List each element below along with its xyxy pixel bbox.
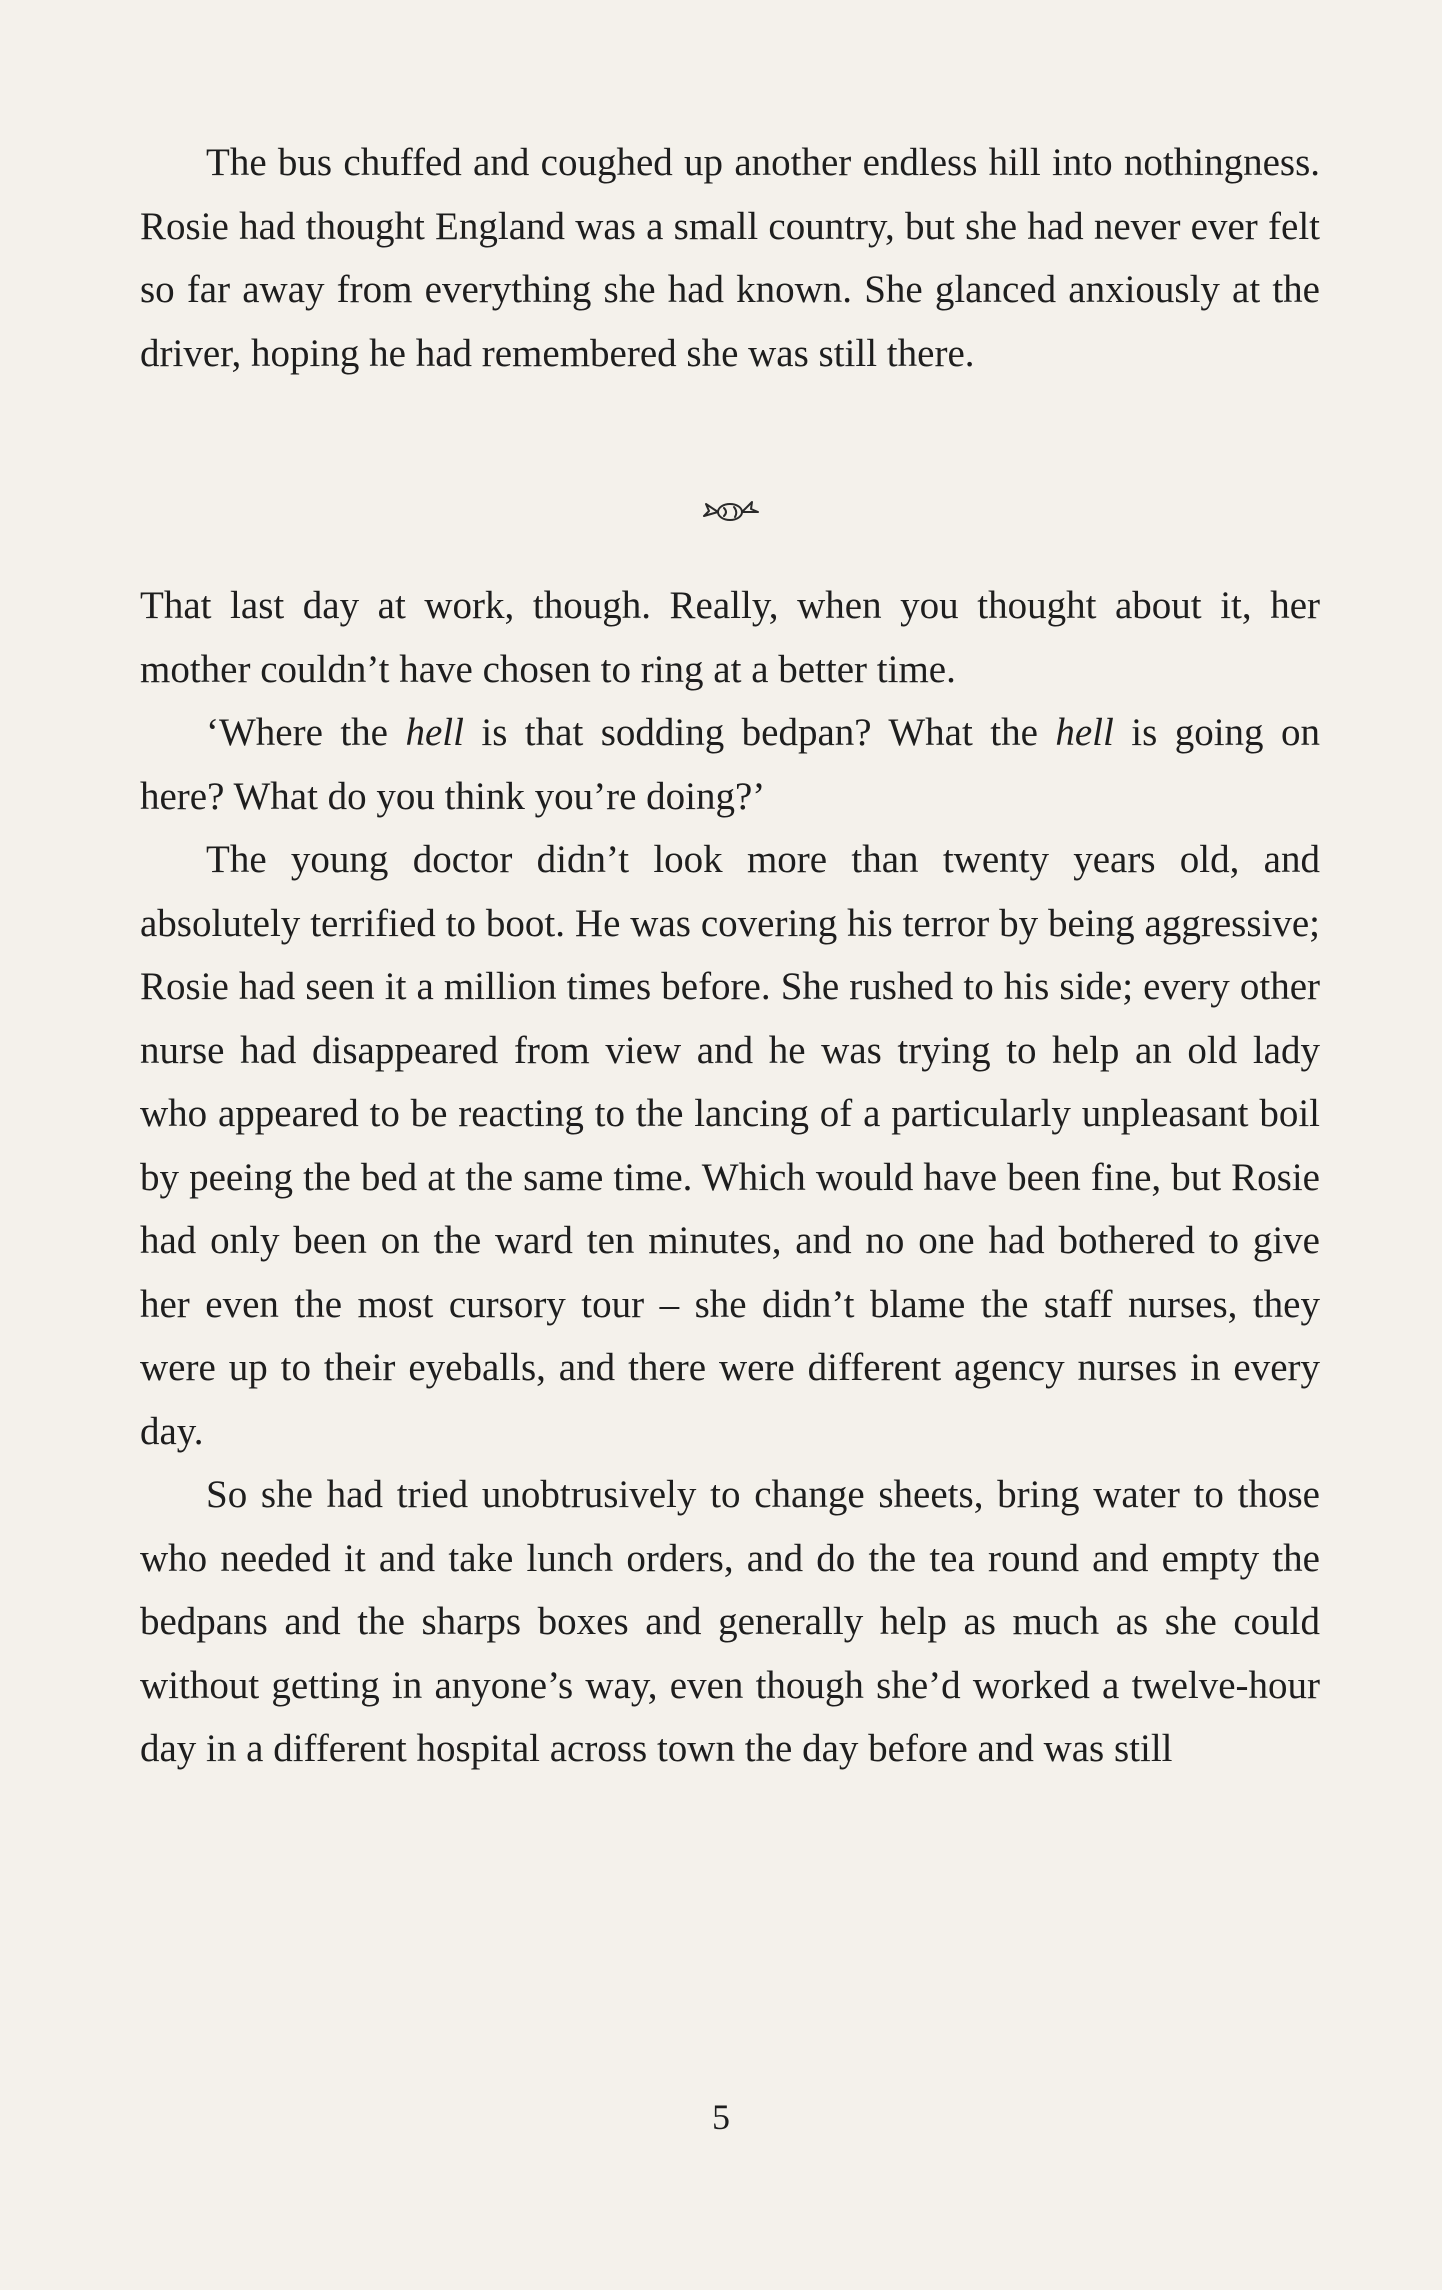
section-two [140,574,1320,1781]
page-number: 5 [712,2097,730,2137]
dialogue-paragraph [140,701,1320,828]
wrapped-sweet-icon [698,490,762,530]
emphasis: hell [1055,711,1114,754]
paragraph: That last day at work, though. Really, when you thought about it, her mother couldn’t have chosen to ring at a better time. [140,584,1320,691]
paragraph: The young doctor didn’t look more than twenty years old, and absolutely terrified to boot. He was covering his terror by being aggressive; Rosie had seen it a million times before. She rushed to his side; every other nurse had disappeared from view and he was trying to help an old lady who appeared to be reacting to the lancing of a particularly unpleasant boil by peeing the bed at the same time. Which would have been fine, but Rosie had only been on the ward ten minutes, and no one had bothered to give her even the most cursory tour – she didn’t blame the staff nurses, they were up to their eyeballs, and there were different agency nurses in every day. [140,838,1320,1453]
paragraph: So she had tried unobtrusively to change sheets, bring water to those who needed it and take lunch orders, and do the tea round and empty the bedpans and the sharps boxes and generally help as much as she could without getting in anyone’s way, even though she’d worked a twelve-hour day in a different hospital across town the day before and was still [140,1473,1320,1770]
paragraph: The bus chuffed and coughed up another endless hill into nothingness. Rosie had thought England was a small country, but she had never ever felt so far away from everything she had known. She glanced anxiously at the driver, hoping he had remembered she was still there. [140,141,1320,375]
text-run: ‘Where the [206,711,406,754]
text-run: is that sodding bedpan? What the [463,711,1056,754]
section-one [140,131,1320,385]
emphasis: hell [405,711,464,754]
text-run: is going on here? What do you think you’re doing?’ [140,711,1320,818]
